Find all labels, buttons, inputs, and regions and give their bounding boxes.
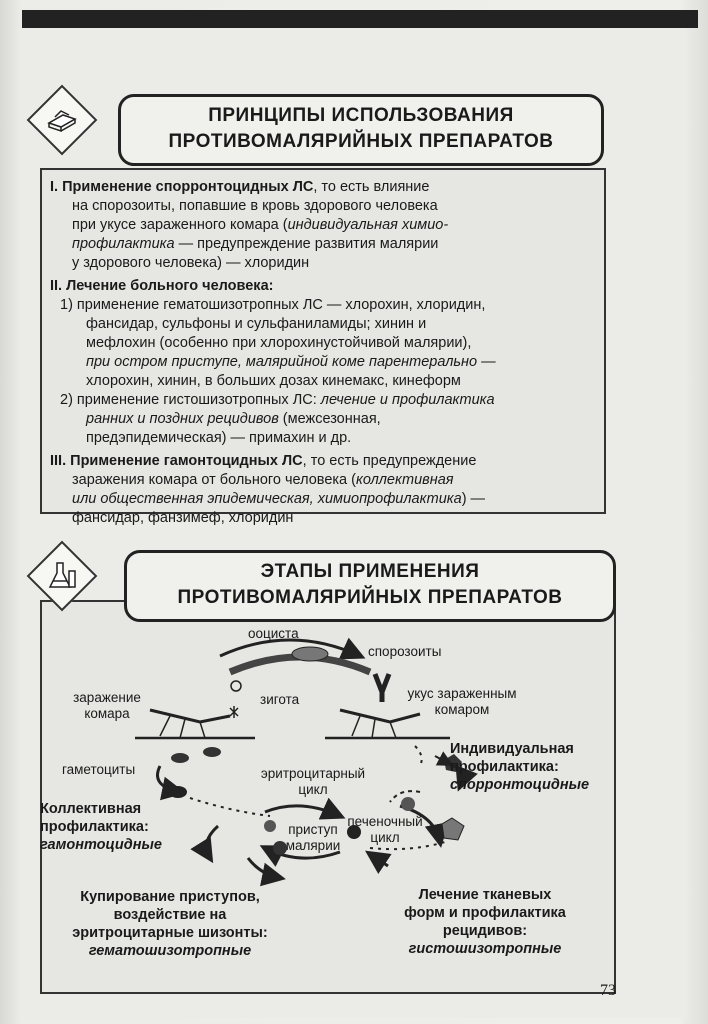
text: или общественная эпидемическая, химиопрофилактика [72,491,462,507]
text-line: у здорового человека) — хлоридин [72,255,310,271]
text-line: воздействие на [113,907,227,923]
text-line: профилактика: [40,819,149,835]
text-line [50,471,595,490]
page-number: 73 [600,982,616,999]
title-line: ПРОТИВОМАЛЯРИЙНЫХ ПРЕПАРАТОВ [168,131,554,152]
text-line [50,216,595,235]
text-line: рецидивов: [442,923,528,939]
text-line: на спорозоиты, попавшие в кровь здорового человека [72,198,438,214]
individual-prophylaxis [450,740,610,794]
text-line: фансидар, фанзимеф, хлоридин [72,510,294,526]
bite-label: укус зараженным комаром [407,686,517,717]
top-border [22,10,698,28]
attack-relief [50,888,290,960]
stages-title [124,550,616,622]
text: заражения комара от больного человека ( [72,472,356,488]
collective-prophylaxis [40,800,190,854]
mosquito-infection-label: заражение комара [73,690,141,721]
erythrocyte-cycle-label: эритроцитарный цикл [260,766,366,797]
item-head: I. Применение спорронтоцидных ЛС [50,179,314,195]
tissue-forms-treatment [370,886,600,958]
title-line: ЭТАПЫ ПРИМЕНЕНИЯ [260,561,480,582]
text-line: форм и профилактика [404,905,566,921]
item-3 [50,452,595,471]
text: — предупреждение развития малярии [174,236,439,252]
principles-title [118,94,604,166]
text-line: 1) применение гематошизотропных ЛС — хлорохин, хлоридин, [60,297,486,313]
text: профилактика [72,236,175,252]
text-line: Индивидуальная [450,741,574,757]
text-line: профилактика: [450,759,559,775]
text-line: Лечение тканевых [418,887,552,903]
sporozoites-label: спорозоиты [368,644,442,659]
text-line: эритроцитарные шизонты: [72,925,268,941]
text: индивидуальная химио- [287,217,449,233]
attack-label: приступ малярии [285,822,341,853]
text-line: хлорохин, хинин, в больших дозах кинемакс, кинеформ [86,373,461,389]
item-2-head: II. Лечение больного человека: [50,278,274,294]
title-line: ПРИНЦИПЫ ИСПОЛЬЗОВАНИЯ [208,105,514,126]
text-line: предэпидемическая) — примахин и др. [86,430,352,446]
text-line [50,235,595,254]
text-line: Купирование приступов, [80,889,260,905]
text: (межсезонная, [278,411,381,427]
text: , то есть влияние [313,179,430,195]
text-line [50,391,595,410]
zygote-label: зигота [260,692,300,707]
text-line: гамонтоцидные [40,837,162,853]
item-head: III. Применение гамонтоцидных ЛС [50,453,303,469]
gametocytes-label: гаметоциты [62,762,136,777]
text-line: фансидар, сульфоны и сульфаниламиды; хинин и [86,316,427,332]
text-line: гистошизотропные [408,941,562,957]
text-line: при остром приступе, малярийной коме парентерально — [86,354,496,370]
principles-text [50,178,595,528]
text-line: Коллективная [40,801,142,817]
text: ранних и поздних рецидивов [86,411,279,427]
text: коллективная [355,472,454,488]
oocyst-label: ооциста [248,626,299,641]
text-line: мефлохин (особенно при хлорохинустойчивой малярии), [86,335,472,351]
text-line: спорронтоцидные [450,777,590,793]
text: , то есть предупреждение [302,453,477,469]
liver-cycle-label: печеночный цикл [347,814,423,845]
item-1 [50,178,595,197]
text-line: гематошизотропные [88,943,252,959]
title-line: ПРОТИВОМАЛЯРИЙНЫХ ПРЕПАРАТОВ [177,587,563,608]
text: 2) применение гистошизотропных ЛС: [60,392,321,408]
text: при укусе зараженного комара ( [72,217,288,233]
text: ) — [461,491,486,507]
text-line [50,490,595,509]
text: лечение и профилактика [320,392,495,408]
text-line [50,410,595,429]
